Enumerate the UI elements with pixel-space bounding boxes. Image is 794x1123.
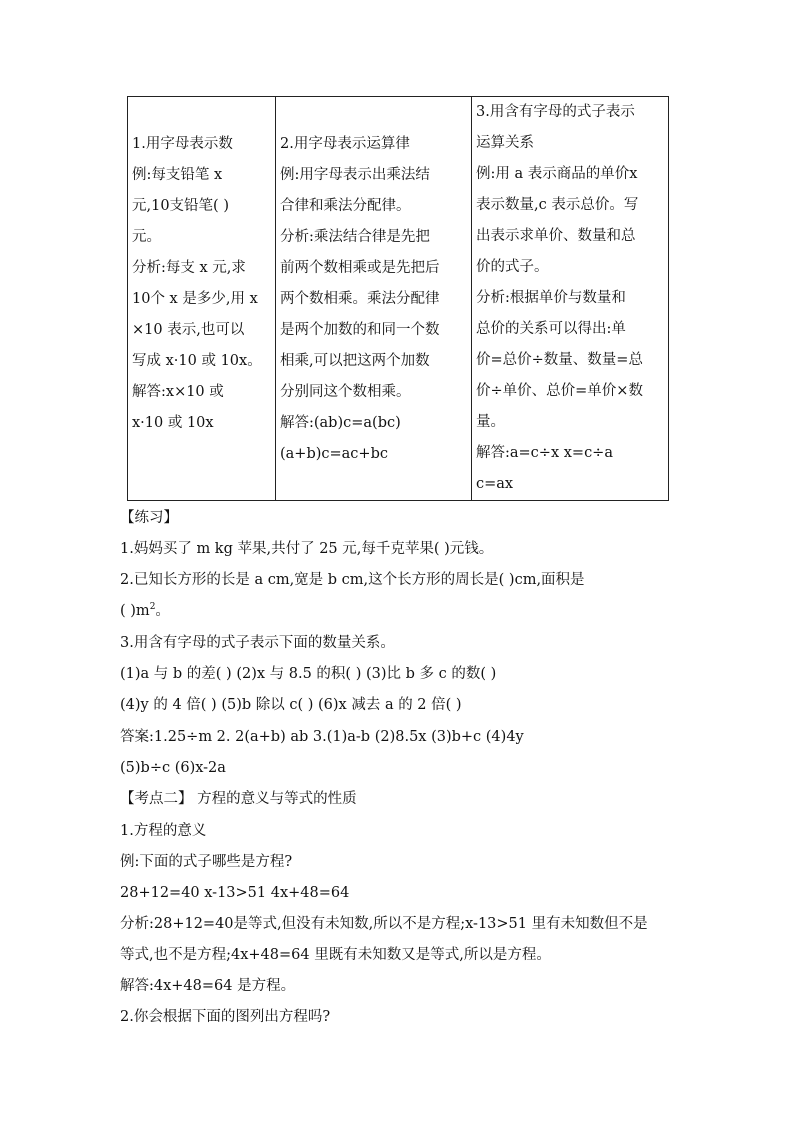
cell-line: 价=总价÷数量、数量=总 <box>476 352 643 368</box>
section-2-equations: 28+12=40 x-13>51 4x+48=64 <box>120 885 350 901</box>
cell-line: x·10 或 10x <box>132 415 214 431</box>
cell-line: 价÷单价、总价=单价×数 <box>476 383 643 399</box>
cell-line: 前两个数相乘或是先把后 <box>280 260 440 276</box>
knowledge-table <box>127 96 669 501</box>
practice-question-3-row-1: (1)a 与 b 的差( ) (2)x 与 8.5 的积( ) (3)比 b 多 c 的数( ) <box>120 666 497 682</box>
practice-question-1: 1.妈妈买了 m kg 苹果,共付了 25 元,每千克苹果( )元钱。 <box>120 541 494 557</box>
cell-line: 分析:根据单价与数量和 <box>476 290 626 306</box>
cell-line: 例:用字母表示出乘法结 <box>280 167 430 183</box>
cell-line: 2.用字母表示运算律 <box>280 136 410 152</box>
cell-line: 总价的关系可以得出:单 <box>476 321 626 337</box>
cell-line: 分析:乘法结合律是先把 <box>280 229 430 245</box>
section-2-example: 例:下面的式子哪些是方程? <box>120 854 293 870</box>
cell-line: 两个数相乘。乘法分配律 <box>280 291 440 307</box>
cell-line: 运算关系 <box>476 135 534 151</box>
practice-question-3: 3.用含有字母的式子表示下面的数量关系。 <box>120 635 395 651</box>
practice-heading: 【练习】 <box>120 510 178 526</box>
cell-line: 是两个加数的和同一个数 <box>280 322 440 338</box>
cell-line: (a+b)c=ac+bc <box>280 446 388 462</box>
cell-line: 价的式子。 <box>476 259 549 275</box>
cell-line: 写成 x·10 或 10x。 <box>132 353 262 369</box>
cell-line: 量。 <box>476 414 505 430</box>
practice-question-2: 2.已知长方形的长是 a cm,宽是 b cm,这个长方形的周长是( )cm,面积是 <box>120 572 585 588</box>
cell-line: 分别同这个数相乘。 <box>280 384 411 400</box>
cell-line: ×10 表示,也可以 <box>132 322 245 338</box>
q2-period: 。 <box>155 603 170 619</box>
cell-line: 表示数量,c 表示总价。写 <box>476 197 639 213</box>
cell-line: 相乘,可以把这两个加数 <box>280 353 430 369</box>
cell-line: 出表示求单价、数量和总 <box>476 228 636 244</box>
practice-question-3-row-2: (4)y 的 4 倍( ) (5)b 除以 c( ) (6)x 减去 a 的 2 倍( ) <box>120 697 462 713</box>
practice-question-2-cont <box>120 600 170 622</box>
section-2-heading: 【考点二】 方程的意义与等式的性质 <box>120 791 357 807</box>
cell-line: 解答:a=c÷x x=c÷a <box>476 445 613 461</box>
cell-line: 分析:每支 x 元,求 <box>132 260 246 276</box>
cell-line: 例:用 a 表示商品的单价x <box>476 166 638 182</box>
section-2-analysis-2: 等式,也不是方程;4x+48=64 里既有未知数又是等式,所以是方程。 <box>120 947 551 963</box>
cell-line: 解答:x×10 或 <box>132 384 224 400</box>
q2-text: ( )m <box>120 603 150 619</box>
table-cell-expressions <box>472 97 669 501</box>
cell-line: 例:每支铅笔 x <box>132 167 223 183</box>
cell-line: 元。 <box>132 229 161 245</box>
section-2-sub-1: 1.方程的意义 <box>120 823 207 839</box>
cell-line: 10个 x 是多少,用 x <box>132 291 258 307</box>
practice-answer-1: 答案:1.25÷m 2. 2(a+b) ab 3.(1)a-b (2)8.5x (3)b+c (4)4y <box>120 729 524 745</box>
cell-line: 1.用字母表示数 <box>132 136 233 152</box>
cell-line: c=ax <box>476 476 514 492</box>
cell-line: 合律和乘法分配律。 <box>280 198 411 214</box>
section-2-analysis-1: 分析:28+12=40是等式,但没有未知数,所以不是方程;x-13>51 里有未知数但不是 <box>120 916 648 932</box>
practice-answer-2: (5)b÷c (6)x-2a <box>120 760 226 776</box>
cell-line: 3.用含有字母的式子表示 <box>476 104 635 120</box>
cell-line: 解答:(ab)c=a(bc) <box>280 415 401 431</box>
table-cell-letters-as-numbers <box>128 97 276 501</box>
q2-superscript: 2 <box>149 602 156 613</box>
table-row <box>128 97 669 501</box>
table-cell-operation-laws <box>276 97 472 501</box>
section-2-answer: 解答:4x+48=64 是方程。 <box>120 978 296 994</box>
section-2-sub-2: 2.你会根据下面的图列出方程吗? <box>120 1009 331 1025</box>
cell-line: 元,10支铅笔( ) <box>132 198 229 214</box>
